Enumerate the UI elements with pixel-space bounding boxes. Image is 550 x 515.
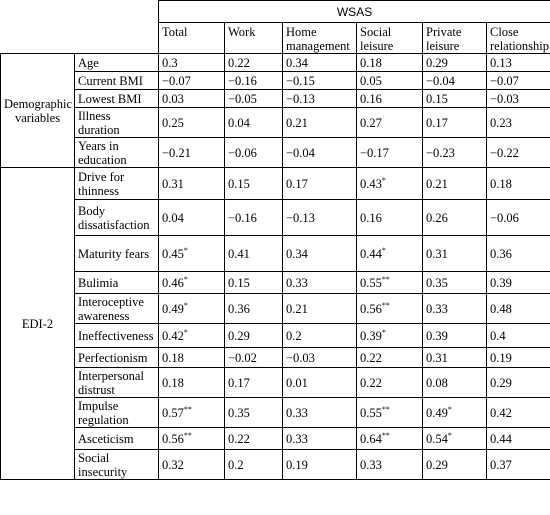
cell-value: 0.31	[426, 350, 448, 365]
cell-value: 0.44	[360, 246, 382, 261]
value-cell	[423, 428, 487, 450]
value-cell	[487, 324, 550, 348]
cell-value: −0.04	[286, 145, 315, 160]
value-cell	[283, 348, 357, 368]
value-cell	[423, 324, 487, 348]
value-cell	[159, 450, 225, 480]
cell-value: 0.16	[360, 91, 382, 106]
table-row	[1, 348, 550, 368]
value-cell	[423, 108, 487, 138]
row-label: Maturity fears	[75, 236, 159, 272]
column-header: Work	[225, 23, 283, 54]
cell-value: 0.17	[286, 176, 308, 191]
cell-value: −0.21	[162, 145, 191, 160]
value-cell	[159, 236, 225, 272]
cell-value: 0.21	[286, 115, 308, 130]
cell-value: 0.41	[228, 246, 250, 261]
cell-value: 0.22	[360, 375, 382, 390]
table-row	[1, 272, 550, 294]
row-label: Years in education	[75, 138, 159, 168]
wsas-header-row	[1, 1, 550, 23]
table-row	[1, 324, 550, 348]
value-cell	[283, 272, 357, 294]
cell-value: 0.39	[490, 275, 512, 290]
value-cell	[357, 90, 423, 108]
cell-value: −0.03	[286, 350, 315, 365]
cell-value: 0.17	[228, 375, 250, 390]
value-cell	[487, 450, 550, 480]
value-cell	[283, 54, 357, 72]
cell-value: −0.06	[228, 145, 257, 160]
significance-marker: *	[183, 327, 188, 337]
table-row	[1, 294, 550, 324]
value-cell	[225, 72, 283, 90]
value-cell	[225, 294, 283, 324]
cell-value: 0.33	[286, 275, 308, 290]
value-cell	[487, 108, 550, 138]
significance-marker: *	[381, 245, 386, 255]
value-cell	[159, 428, 225, 450]
cell-value: 0.42	[490, 405, 512, 420]
wsas-header: WSAS	[159, 1, 550, 23]
cell-value: 0.22	[360, 350, 382, 365]
column-header: Close relationship	[487, 23, 550, 54]
row-label: Illness duration	[75, 108, 159, 138]
value-cell	[487, 272, 550, 294]
value-cell	[159, 54, 225, 72]
value-cell	[283, 236, 357, 272]
significance-marker: **	[183, 404, 192, 414]
cell-value: 0.17	[426, 115, 448, 130]
cell-value: −0.03	[490, 91, 519, 106]
value-cell	[283, 200, 357, 236]
row-group-label: Demographic variables	[1, 54, 75, 168]
row-label: Bulimia	[75, 272, 159, 294]
cell-value: 0.39	[426, 328, 448, 343]
cell-value: 0.3	[162, 55, 178, 70]
value-cell	[487, 54, 550, 72]
value-cell	[423, 90, 487, 108]
row-label: Interpersonal distrust	[75, 368, 159, 398]
cell-value: 0.55	[360, 405, 382, 420]
value-cell	[423, 294, 487, 324]
cell-value: 0.31	[426, 246, 448, 261]
table-body	[1, 1, 550, 480]
row-label: Impulse regulation	[75, 398, 159, 428]
value-cell	[159, 272, 225, 294]
cell-value: −0.13	[286, 210, 315, 225]
cell-value: 0.31	[162, 176, 184, 191]
cell-value: 0.01	[286, 375, 308, 390]
table-row	[1, 54, 550, 72]
row-label: Social insecurity	[75, 450, 159, 480]
cell-value: 0.05	[360, 73, 382, 88]
value-cell	[357, 272, 423, 294]
significance-marker: **	[381, 274, 390, 284]
cell-value: 0.13	[490, 55, 512, 70]
value-cell	[283, 450, 357, 480]
row-label: Asceticism	[75, 428, 159, 450]
cell-value: 0.46	[162, 275, 184, 290]
cell-value: −0.15	[286, 73, 315, 88]
cell-value: 0.25	[162, 115, 184, 130]
row-label: Perfectionism	[75, 348, 159, 368]
blank-corner	[75, 1, 159, 23]
value-cell	[357, 324, 423, 348]
cell-value: 0.49	[426, 405, 448, 420]
value-cell	[283, 138, 357, 168]
cell-value: 0.15	[228, 176, 250, 191]
value-cell	[487, 398, 550, 428]
blank-corner	[75, 23, 159, 54]
value-cell	[357, 168, 423, 200]
value-cell	[225, 54, 283, 72]
cell-value: 0.33	[360, 457, 382, 472]
value-cell	[357, 428, 423, 450]
value-cell	[423, 398, 487, 428]
value-cell	[487, 200, 550, 236]
value-cell	[283, 108, 357, 138]
value-cell	[159, 200, 225, 236]
value-cell	[159, 294, 225, 324]
cell-value: 0.39	[360, 328, 382, 343]
blank-corner	[1, 23, 75, 54]
row-label: Lowest BMI	[75, 90, 159, 108]
cell-value: 0.56	[360, 301, 382, 316]
cell-value: −0.22	[490, 145, 519, 160]
cell-value: −0.06	[490, 210, 519, 225]
blank-corner	[1, 1, 75, 23]
value-cell	[357, 348, 423, 368]
value-cell	[283, 428, 357, 450]
value-cell	[423, 54, 487, 72]
value-cell	[159, 324, 225, 348]
significance-marker: **	[381, 300, 390, 310]
value-cell	[487, 368, 550, 398]
cell-value: −0.02	[228, 350, 257, 365]
significance-marker: **	[381, 404, 390, 414]
value-cell	[423, 450, 487, 480]
value-cell	[283, 168, 357, 200]
value-cell	[159, 368, 225, 398]
cell-value: −0.05	[228, 91, 257, 106]
cell-value: 0.03	[162, 91, 184, 106]
column-header: Home management	[283, 23, 357, 54]
value-cell	[159, 348, 225, 368]
significance-marker: *	[381, 175, 386, 185]
cell-value: 0.08	[426, 375, 448, 390]
cell-value: 0.33	[426, 301, 448, 316]
value-cell	[487, 294, 550, 324]
table-row	[1, 368, 550, 398]
cell-value: 0.64	[360, 431, 382, 446]
cell-value: 0.33	[286, 405, 308, 420]
cell-value: 0.35	[228, 405, 250, 420]
cell-value: 0.18	[162, 375, 184, 390]
value-cell	[357, 450, 423, 480]
significance-marker: *	[447, 404, 452, 414]
cell-value: 0.36	[490, 246, 512, 261]
cell-value: 0.43	[360, 176, 382, 191]
cell-value: −0.17	[360, 145, 389, 160]
value-cell	[283, 72, 357, 90]
value-cell	[159, 72, 225, 90]
cell-value: 0.37	[490, 457, 512, 472]
cell-value: 0.26	[426, 210, 448, 225]
cell-value: 0.35	[426, 275, 448, 290]
value-cell	[357, 398, 423, 428]
value-cell	[487, 236, 550, 272]
value-cell	[423, 72, 487, 90]
value-cell	[225, 348, 283, 368]
value-cell	[357, 138, 423, 168]
value-cell	[159, 398, 225, 428]
cell-value: 0.29	[490, 375, 512, 390]
value-cell	[357, 54, 423, 72]
table-row	[1, 168, 550, 200]
cell-value: 0.54	[426, 431, 448, 446]
value-cell	[225, 428, 283, 450]
cell-value: 0.18	[490, 176, 512, 191]
value-cell	[357, 294, 423, 324]
table-row	[1, 72, 550, 90]
table-row	[1, 236, 550, 272]
cell-value: 0.18	[360, 55, 382, 70]
cell-value: 0.56	[162, 431, 184, 446]
value-cell	[487, 72, 550, 90]
row-label: Ineffectiveness	[75, 324, 159, 348]
table-row	[1, 450, 550, 480]
significance-marker: *	[183, 300, 188, 310]
table-row	[1, 200, 550, 236]
cell-value: 0.04	[228, 115, 250, 130]
cell-value: 0.36	[228, 301, 250, 316]
value-cell	[423, 138, 487, 168]
column-header: Private leisure	[423, 23, 487, 54]
value-cell	[159, 138, 225, 168]
cell-value: 0.44	[490, 431, 512, 446]
value-cell	[423, 368, 487, 398]
cell-value: 0.33	[286, 431, 308, 446]
value-cell	[225, 138, 283, 168]
value-cell	[159, 168, 225, 200]
cell-value: −0.13	[286, 91, 315, 106]
value-cell	[487, 428, 550, 450]
cell-value: 0.23	[490, 115, 512, 130]
value-cell	[357, 368, 423, 398]
cell-value: 0.16	[360, 210, 382, 225]
cell-value: 0.22	[228, 55, 250, 70]
cell-value: 0.57	[162, 405, 184, 420]
value-cell	[225, 272, 283, 294]
row-label: Age	[75, 54, 159, 72]
value-cell	[423, 168, 487, 200]
value-cell	[225, 450, 283, 480]
value-cell	[225, 90, 283, 108]
table-row	[1, 428, 550, 450]
value-cell	[283, 294, 357, 324]
table-row	[1, 138, 550, 168]
table-row	[1, 108, 550, 138]
value-cell	[423, 348, 487, 368]
cell-value: 0.2	[228, 457, 244, 472]
value-cell	[159, 90, 225, 108]
row-label: Current BMI	[75, 72, 159, 90]
significance-marker: *	[447, 430, 452, 440]
significance-marker: *	[381, 327, 386, 337]
cell-value: −0.04	[426, 73, 455, 88]
value-cell	[357, 200, 423, 236]
cell-value: −0.16	[228, 73, 257, 88]
cell-value: 0.49	[162, 301, 184, 316]
column-header: Total	[159, 23, 225, 54]
value-cell	[357, 72, 423, 90]
value-cell	[357, 108, 423, 138]
value-cell	[225, 200, 283, 236]
value-cell	[487, 138, 550, 168]
cell-value: −0.23	[426, 145, 455, 160]
cell-value: 0.34	[286, 55, 308, 70]
value-cell	[225, 236, 283, 272]
value-cell	[283, 90, 357, 108]
row-label: Body dissatisfaction	[75, 200, 159, 236]
value-cell	[357, 236, 423, 272]
value-cell	[487, 168, 550, 200]
significance-marker: *	[183, 245, 188, 255]
cell-value: 0.45	[162, 246, 184, 261]
value-cell	[225, 168, 283, 200]
cell-value: 0.18	[162, 350, 184, 365]
value-cell	[225, 108, 283, 138]
cell-value: 0.48	[490, 301, 512, 316]
cell-value: 0.21	[426, 176, 448, 191]
cell-value: 0.19	[286, 457, 308, 472]
cell-value: 0.29	[426, 55, 448, 70]
value-cell	[423, 272, 487, 294]
value-cell	[283, 324, 357, 348]
column-header: Social leisure	[357, 23, 423, 54]
cell-value: 0.15	[228, 275, 250, 290]
value-cell	[423, 236, 487, 272]
cell-value: 0.55	[360, 275, 382, 290]
value-cell	[423, 200, 487, 236]
cell-value: 0.4	[490, 328, 506, 343]
cell-value: 0.2	[286, 328, 302, 343]
row-label: Drive for thinness	[75, 168, 159, 200]
column-header-row	[1, 23, 550, 54]
cell-value: −0.16	[228, 210, 257, 225]
value-cell	[159, 108, 225, 138]
row-label: Interoceptive awareness	[75, 294, 159, 324]
cell-value: 0.29	[228, 328, 250, 343]
value-cell	[225, 324, 283, 348]
cell-value: −0.07	[162, 73, 191, 88]
row-group-label: EDI-2	[1, 168, 75, 480]
value-cell	[487, 90, 550, 108]
cell-value: 0.42	[162, 328, 184, 343]
cell-value: 0.29	[426, 457, 448, 472]
cell-value: 0.21	[286, 301, 308, 316]
value-cell	[225, 368, 283, 398]
table-row	[1, 90, 550, 108]
cell-value: −0.07	[490, 73, 519, 88]
table-row	[1, 398, 550, 428]
value-cell	[283, 398, 357, 428]
cell-value: 0.04	[162, 210, 184, 225]
significance-marker: *	[183, 274, 188, 284]
value-cell	[283, 368, 357, 398]
cell-value: 0.22	[228, 431, 250, 446]
cell-value: 0.27	[360, 115, 382, 130]
significance-marker: **	[183, 430, 192, 440]
cell-value: 0.19	[490, 350, 512, 365]
significance-marker: **	[381, 430, 390, 440]
value-cell	[487, 348, 550, 368]
value-cell	[225, 398, 283, 428]
cell-value: 0.15	[426, 91, 448, 106]
cell-value: 0.34	[286, 246, 308, 261]
cell-value: 0.32	[162, 457, 184, 472]
